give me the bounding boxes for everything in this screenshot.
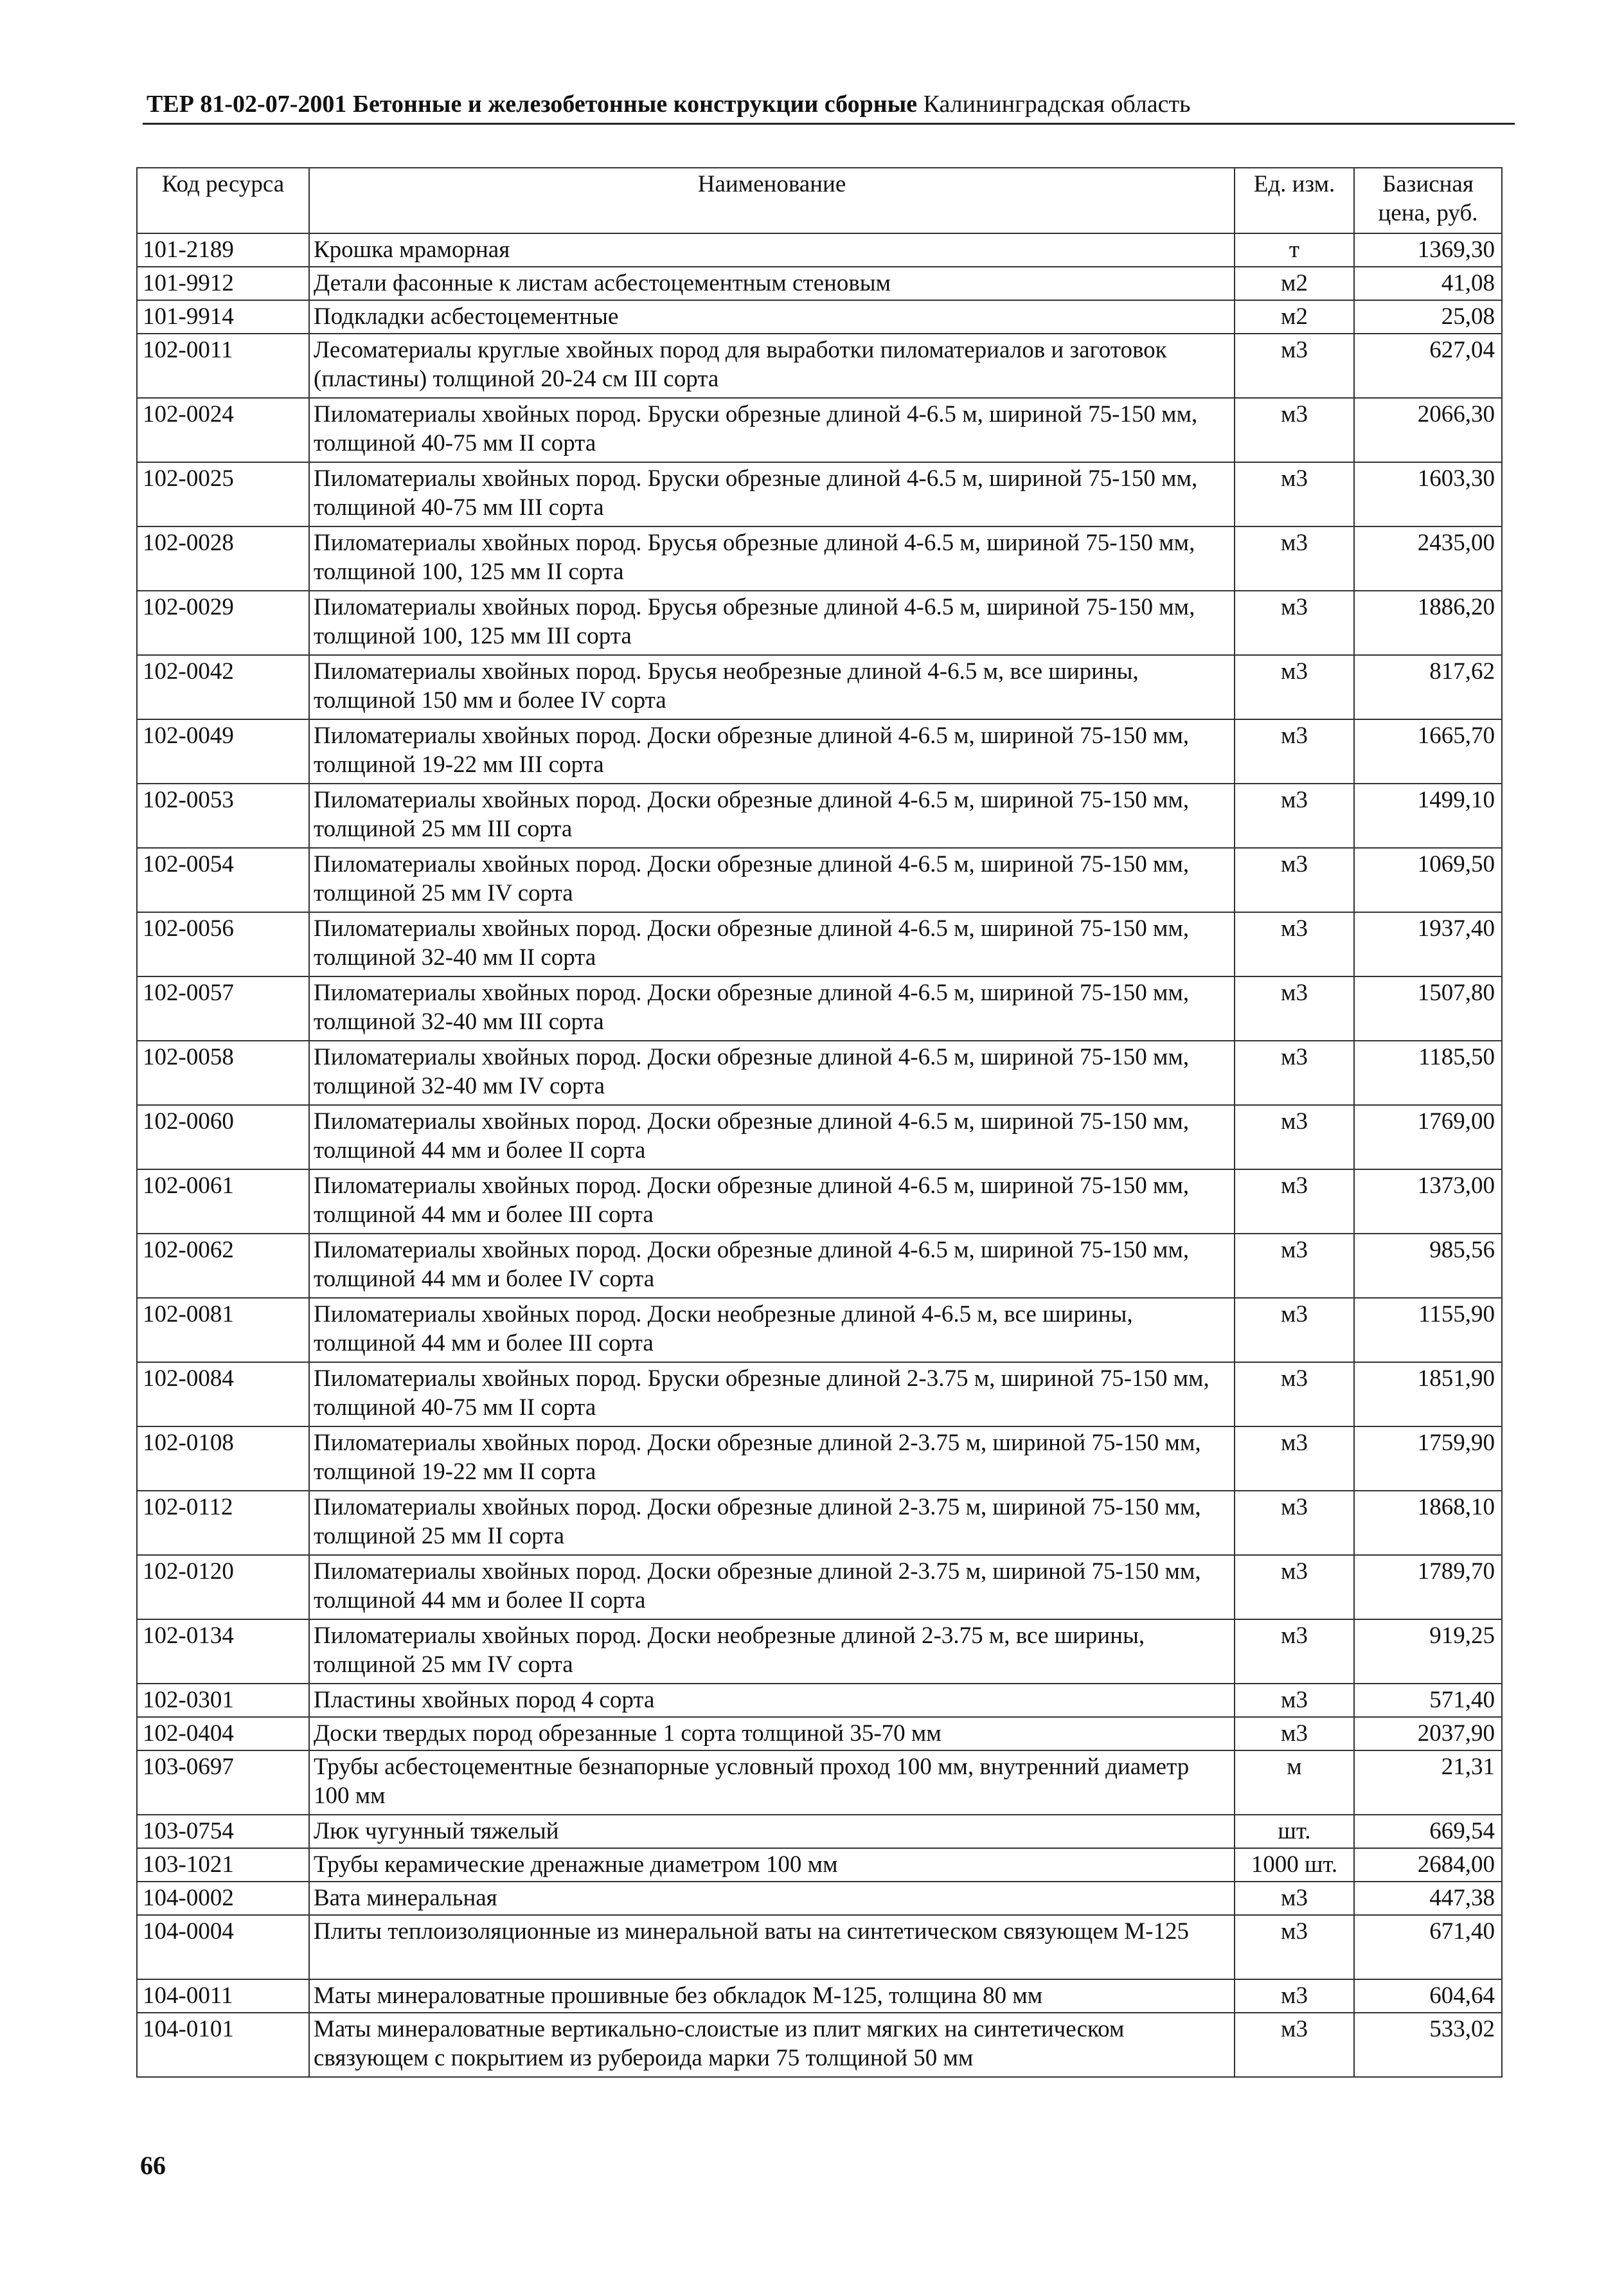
table-row — [137, 233, 1502, 267]
column-header-price-line2: цена, руб. — [1378, 200, 1478, 226]
unit-cell: м3 — [1235, 1915, 1354, 1979]
resource-name-cell: Маты минераловатные вертикально-слоистые из плит мягких на синтетическом связующем с покрытием из рубероида марки 75 толщиной 50 мм — [309, 2013, 1235, 2077]
column-header-unit: Ед. изм. — [1235, 168, 1354, 233]
page-number: 66 — [140, 2151, 166, 2180]
unit-cell: м3 — [1235, 719, 1354, 784]
resource-code-cell: 102-0011 — [137, 334, 309, 398]
resource-code-cell: 102-0081 — [137, 1298, 309, 1362]
resource-name-cell: Пиломатериалы хвойных пород. Доски обрезные длиной 2-3.75 м, шириной 75-150 мм, толщиной 19-22 мм II сорта — [309, 1426, 1235, 1491]
unit-cell: м3 — [1235, 526, 1354, 591]
table-row — [137, 784, 1502, 848]
unit-cell: м3 — [1235, 1105, 1354, 1169]
price-cell: 1665,70 — [1354, 719, 1502, 784]
resource-code-cell: 104-0101 — [137, 2013, 309, 2077]
resource-code-cell: 102-0042 — [137, 655, 309, 719]
table-row — [137, 848, 1502, 912]
resource-code-cell: 103-1021 — [137, 1848, 309, 1882]
table-row — [137, 1619, 1502, 1684]
column-header-name: Наименование — [309, 168, 1235, 233]
page-header — [147, 89, 1503, 120]
price-cell: 985,56 — [1354, 1234, 1502, 1298]
unit-cell: м3 — [1235, 1882, 1354, 1915]
resource-code-cell: 102-0054 — [137, 848, 309, 912]
table-row — [137, 398, 1502, 462]
resource-code-cell: 102-0404 — [137, 1717, 309, 1750]
resource-name-cell: Пиломатериалы хвойных пород. Бруски обрезные длиной 2-3.75 м, шириной 75-150 мм, толщиной 40-75 мм II сорта — [309, 1362, 1235, 1426]
resource-code-cell: 102-0061 — [137, 1169, 309, 1234]
resource-code-cell: 102-0301 — [137, 1684, 309, 1717]
resource-code-cell: 102-0058 — [137, 1041, 309, 1105]
resource-code-cell: 102-0029 — [137, 591, 309, 655]
resource-code-cell: 104-0002 — [137, 1882, 309, 1915]
header-title: ТЕР 81-02-07-2001 Бетонные и железобетонные конструкции сборные — [147, 91, 918, 118]
unit-cell: шт. — [1235, 1815, 1354, 1848]
table-row — [137, 1815, 1502, 1848]
price-cell: 2435,00 — [1354, 526, 1502, 591]
resource-name-cell: Пиломатериалы хвойных пород. Доски необрезные длиной 2-3.75 м, все ширины, толщиной 25 мм IV сорта — [309, 1619, 1235, 1684]
table-row — [137, 1915, 1502, 1979]
unit-cell: м3 — [1235, 1555, 1354, 1619]
price-cell: 41,08 — [1354, 267, 1502, 300]
price-cell: 1937,40 — [1354, 912, 1502, 976]
table-row — [137, 1848, 1502, 1882]
table-row — [137, 719, 1502, 784]
resource-name-cell: Пиломатериалы хвойных пород. Доски обрезные длиной 4-6.5 м, шириной 75-150 мм, толщиной 19-22 мм III сорта — [309, 719, 1235, 784]
unit-cell: м3 — [1235, 1298, 1354, 1362]
table-row — [137, 462, 1502, 526]
price-cell: 1603,30 — [1354, 462, 1502, 526]
resource-name-cell: Пиломатериалы хвойных пород. Доски обрезные длиной 4-6.5 м, шириной 75-150 мм, толщиной 32-40 мм II сорта — [309, 912, 1235, 976]
resource-code-cell: 102-0025 — [137, 462, 309, 526]
column-header-price — [1354, 168, 1502, 233]
resource-code-cell: 101-9912 — [137, 267, 309, 300]
table-row — [137, 655, 1502, 719]
resource-code-cell: 103-0754 — [137, 1815, 309, 1848]
unit-cell: м3 — [1235, 1041, 1354, 1105]
price-cell: 533,02 — [1354, 2013, 1502, 2077]
price-cell: 1507,80 — [1354, 976, 1502, 1041]
table-row — [137, 1750, 1502, 1815]
resource-name-cell: Подкладки асбестоцементные — [309, 300, 1235, 334]
unit-cell: м3 — [1235, 976, 1354, 1041]
unit-cell: м3 — [1235, 655, 1354, 719]
resource-name-cell: Пиломатериалы хвойных пород. Доски обрезные длиной 2-3.75 м, шириной 75-150 мм, толщиной 44 мм и более II сорта — [309, 1555, 1235, 1619]
resource-name-cell: Пиломатериалы хвойных пород. Бруски обрезные длиной 4-6.5 м, шириной 75-150 мм, толщиной 40-75 мм II сорта — [309, 398, 1235, 462]
resource-name-cell: Пиломатериалы хвойных пород. Доски обрезные длиной 4-6.5 м, шириной 75-150 мм, толщиной 32-40 мм IV сорта — [309, 1041, 1235, 1105]
table-row — [137, 912, 1502, 976]
header-region: Калининградская область — [923, 91, 1191, 118]
table-row — [137, 1234, 1502, 1298]
resource-name-cell: Лесоматериалы круглые хвойных пород для выработки пиломатериалов и заготовок (пластины) толщиной 20-24 см III сорта — [309, 334, 1235, 398]
table-row — [137, 2013, 1502, 2077]
unit-cell: м3 — [1235, 2013, 1354, 2077]
column-header-code: Код ресурса — [137, 168, 309, 233]
table-row — [137, 1882, 1502, 1915]
unit-cell: м3 — [1235, 1717, 1354, 1750]
price-cell: 1759,90 — [1354, 1426, 1502, 1491]
price-cell: 627,04 — [1354, 334, 1502, 398]
resource-code-cell: 102-0084 — [137, 1362, 309, 1426]
unit-cell: м3 — [1235, 1169, 1354, 1234]
unit-cell: м3 — [1235, 398, 1354, 462]
table-body — [137, 233, 1502, 2077]
unit-cell: м3 — [1235, 1234, 1354, 1298]
price-cell: 1185,50 — [1354, 1041, 1502, 1105]
resource-code-cell: 103-0697 — [137, 1750, 309, 1815]
resource-name-cell: Пиломатериалы хвойных пород. Брусья обрезные длиной 4-6.5 м, шириной 75-150 мм, толщиной 100, 125 мм III сорта — [309, 591, 1235, 655]
unit-cell: м3 — [1235, 1619, 1354, 1684]
unit-cell: т — [1235, 233, 1354, 267]
resource-code-cell: 101-9914 — [137, 300, 309, 334]
table-header-row — [137, 168, 1502, 233]
table-row — [137, 300, 1502, 334]
resource-code-cell: 102-0049 — [137, 719, 309, 784]
resource-code-cell: 102-0024 — [137, 398, 309, 462]
resource-table — [136, 167, 1503, 2078]
resource-code-cell: 102-0120 — [137, 1555, 309, 1619]
price-cell: 1369,30 — [1354, 233, 1502, 267]
price-cell: 1868,10 — [1354, 1491, 1502, 1555]
resource-name-cell: Трубы керамические дренажные диаметром 100 мм — [309, 1848, 1235, 1882]
resource-code-cell: 102-0028 — [137, 526, 309, 591]
resource-name-cell: Пиломатериалы хвойных пород. Доски обрезные длиной 4-6.5 м, шириной 75-150 мм, толщиной 25 мм IV сорта — [309, 848, 1235, 912]
resource-code-cell: 104-0004 — [137, 1915, 309, 1979]
price-cell: 1373,00 — [1354, 1169, 1502, 1234]
resource-code-cell: 102-0060 — [137, 1105, 309, 1169]
resource-name-cell: Маты минераловатные прошивные без обкладок М-125, толщина 80 мм — [309, 1979, 1235, 2013]
resource-name-cell: Детали фасонные к листам асбестоцементным стеновым — [309, 267, 1235, 300]
unit-cell: м3 — [1235, 1491, 1354, 1555]
resource-name-cell: Доски твердых пород обрезанные 1 сорта толщиной 35-70 мм — [309, 1717, 1235, 1750]
resource-name-cell: Пиломатериалы хвойных пород. Брусья необрезные длиной 4-6.5 м, все ширины, толщиной 150 мм и более IV сорта — [309, 655, 1235, 719]
resource-name-cell: Крошка мраморная — [309, 233, 1235, 267]
column-header-price-line1: Базисная — [1382, 171, 1474, 197]
price-cell: 571,40 — [1354, 1684, 1502, 1717]
resource-code-cell: 102-0108 — [137, 1426, 309, 1491]
table-row — [137, 591, 1502, 655]
unit-cell: м3 — [1235, 912, 1354, 976]
price-cell: 671,40 — [1354, 1915, 1502, 1979]
resource-name-cell: Пиломатериалы хвойных пород. Доски обрезные длиной 4-6.5 м, шириной 75-150 мм, толщиной 44 мм и более II сорта — [309, 1105, 1235, 1169]
resource-name-cell: Вата минеральная — [309, 1882, 1235, 1915]
table-row — [137, 1169, 1502, 1234]
resource-name-cell: Пиломатериалы хвойных пород. Доски обрезные длиной 4-6.5 м, шириной 75-150 мм, толщиной 25 мм III сорта — [309, 784, 1235, 848]
table-row — [137, 1426, 1502, 1491]
unit-cell: м — [1235, 1750, 1354, 1815]
price-cell: 669,54 — [1354, 1815, 1502, 1848]
table-row — [137, 267, 1502, 300]
price-cell: 1769,00 — [1354, 1105, 1502, 1169]
resource-code-cell: 102-0134 — [137, 1619, 309, 1684]
unit-cell: м3 — [1235, 334, 1354, 398]
resource-code-cell: 104-0011 — [137, 1979, 309, 2013]
table-row — [137, 334, 1502, 398]
table-row — [137, 526, 1502, 591]
unit-cell: 1000 шт. — [1235, 1848, 1354, 1882]
resource-name-cell: Люк чугунный тяжелый — [309, 1815, 1235, 1848]
unit-cell: м3 — [1235, 848, 1354, 912]
unit-cell: м3 — [1235, 784, 1354, 848]
table-row — [137, 1105, 1502, 1169]
unit-cell: м3 — [1235, 591, 1354, 655]
unit-cell: м3 — [1235, 1426, 1354, 1491]
resource-name-cell: Трубы асбестоцементные безнапорные условный проход 100 мм, внутренний диаметр 100 мм — [309, 1750, 1235, 1815]
price-cell: 919,25 — [1354, 1619, 1502, 1684]
unit-cell: м3 — [1235, 462, 1354, 526]
table-row — [137, 1555, 1502, 1619]
price-cell: 2066,30 — [1354, 398, 1502, 462]
table-row — [137, 1717, 1502, 1750]
unit-cell: м3 — [1235, 1979, 1354, 2013]
resource-name-cell: Пиломатериалы хвойных пород. Доски обрезные длиной 4-6.5 м, шириной 75-150 мм, толщиной 32-40 мм III сорта — [309, 976, 1235, 1041]
table-row — [137, 1041, 1502, 1105]
price-cell: 1886,20 — [1354, 591, 1502, 655]
unit-cell: м2 — [1235, 300, 1354, 334]
price-cell: 1499,10 — [1354, 784, 1502, 848]
price-cell: 1155,90 — [1354, 1298, 1502, 1362]
price-cell: 1789,70 — [1354, 1555, 1502, 1619]
resource-name-cell: Плиты теплоизоляционные из минеральной ваты на синтетическом связующем М-125 — [309, 1915, 1235, 1979]
resource-code-cell: 102-0053 — [137, 784, 309, 848]
table-row — [137, 1362, 1502, 1426]
unit-cell: м3 — [1235, 1362, 1354, 1426]
price-cell: 25,08 — [1354, 300, 1502, 334]
price-cell: 817,62 — [1354, 655, 1502, 719]
unit-cell: м3 — [1235, 1684, 1354, 1717]
resource-name-cell: Пиломатериалы хвойных пород. Бруски обрезные длиной 4-6.5 м, шириной 75-150 мм, толщиной 40-75 мм III сорта — [309, 462, 1235, 526]
table-row — [137, 1298, 1502, 1362]
table-row — [137, 976, 1502, 1041]
price-cell: 2684,00 — [1354, 1848, 1502, 1882]
price-cell: 604,64 — [1354, 1979, 1502, 2013]
price-cell: 447,38 — [1354, 1882, 1502, 1915]
table-row — [137, 1979, 1502, 2013]
resource-name-cell: Пиломатериалы хвойных пород. Брусья обрезные длиной 4-6.5 м, шириной 75-150 мм, толщиной 100, 125 мм II сорта — [309, 526, 1235, 591]
resource-name-cell: Пластины хвойных пород 4 сорта — [309, 1684, 1235, 1717]
resource-code-cell: 102-0056 — [137, 912, 309, 976]
resource-code-cell: 102-0112 — [137, 1491, 309, 1555]
table-row — [137, 1684, 1502, 1717]
resource-code-cell: 102-0062 — [137, 1234, 309, 1298]
price-cell: 1069,50 — [1354, 848, 1502, 912]
resource-name-cell: Пиломатериалы хвойных пород. Доски необрезные длиной 4-6.5 м, все ширины, толщиной 44 мм и более III сорта — [309, 1298, 1235, 1362]
resource-code-cell: 101-2189 — [137, 233, 309, 267]
price-cell: 1851,90 — [1354, 1362, 1502, 1426]
resource-name-cell: Пиломатериалы хвойных пород. Доски обрезные длиной 4-6.5 м, шириной 75-150 мм, толщиной 44 мм и более IV сорта — [309, 1234, 1235, 1298]
header-divider — [143, 123, 1515, 125]
table-row — [137, 1491, 1502, 1555]
price-cell: 2037,90 — [1354, 1717, 1502, 1750]
resource-name-cell: Пиломатериалы хвойных пород. Доски обрезные длиной 4-6.5 м, шириной 75-150 мм, толщиной 44 мм и более III сорта — [309, 1169, 1235, 1234]
resource-name-cell: Пиломатериалы хвойных пород. Доски обрезные длиной 2-3.75 м, шириной 75-150 мм, толщиной 25 мм II сорта — [309, 1491, 1235, 1555]
unit-cell: м2 — [1235, 267, 1354, 300]
resource-code-cell: 102-0057 — [137, 976, 309, 1041]
price-cell: 21,31 — [1354, 1750, 1502, 1815]
